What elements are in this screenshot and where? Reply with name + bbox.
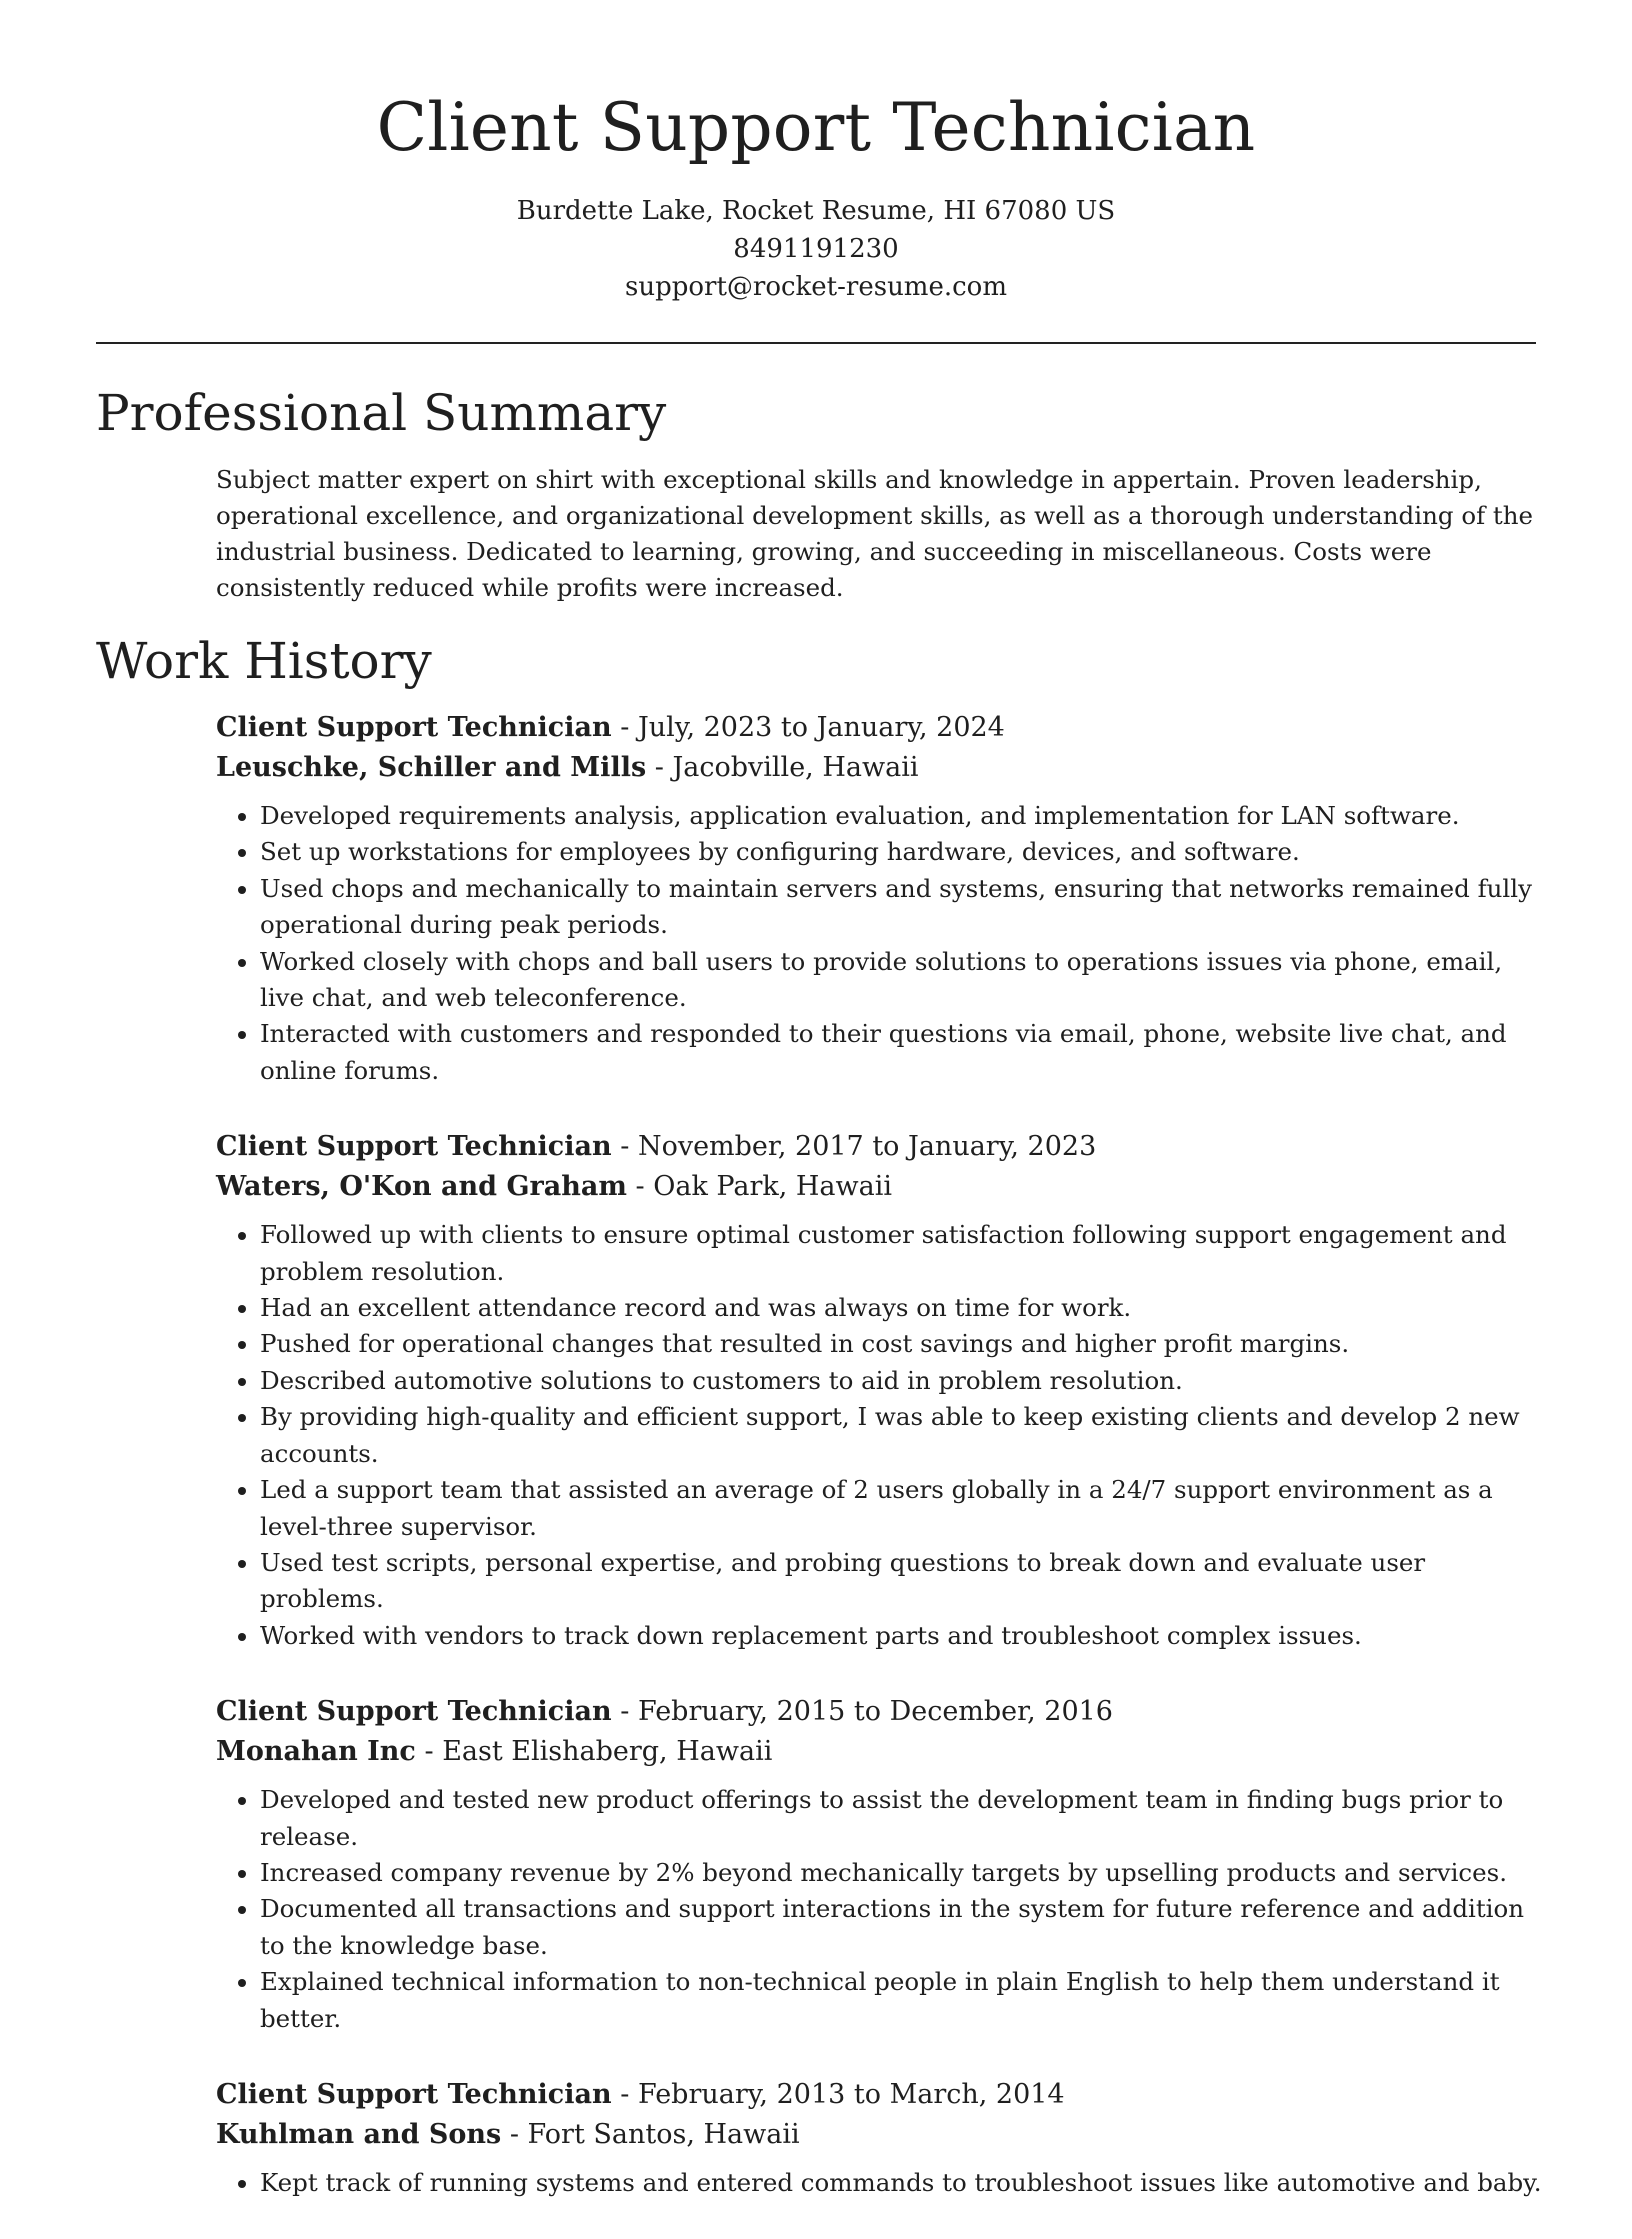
job-entry — [216, 1692, 1546, 2037]
job-company-line — [216, 1167, 1546, 1207]
job-bullet: • Described automotive solutions to customers to aid in problem resolution. — [260, 1363, 1546, 1399]
job-dates: February, 2015 to December, 2016 — [637, 1696, 1113, 1728]
job-location: East Elishaberg, Hawaii — [442, 1736, 773, 1768]
job-bullet: • Explained technical information to non-technical people in plain English to help them understand it better. — [260, 1964, 1546, 2037]
job-title: Client Support Technician — [216, 2078, 612, 2110]
job-bullet: • Pushed for operational changes that resulted in cost savings and higher profit margins. — [260, 1326, 1546, 1362]
summary-heading: Professional Summary — [96, 384, 667, 442]
job-title: Client Support Technician — [216, 1696, 612, 1728]
job-location: Oak Park, Hawaii — [653, 1171, 892, 1203]
job-entry — [216, 708, 1546, 1089]
job-dates: February, 2013 to March, 2014 — [637, 2078, 1065, 2110]
job-company: Kuhlman and Sons — [216, 2118, 502, 2150]
contact-info — [96, 192, 1536, 306]
job-title-line — [216, 1127, 1546, 1167]
job-entry — [216, 1127, 1546, 1654]
work-history-list — [216, 708, 1546, 2239]
job-company-line — [216, 2115, 1546, 2155]
address: Burdette Lake, Rocket Resume, HI 67080 US — [516, 196, 1116, 226]
job-title-line — [216, 708, 1546, 748]
header-divider — [96, 342, 1536, 344]
job-bullet: • By providing high-quality and efficient support, I was able to keep existing clients and develop 2 new accounts. — [260, 1399, 1546, 1472]
job-bullet: • Had an excellent attendance record and was always on time for work. — [260, 1290, 1546, 1326]
job-bullet: • Used test scripts, personal expertise, and probing questions to break down and evaluate user problems. — [260, 1545, 1546, 1618]
job-title-line — [216, 1692, 1546, 1732]
job-bullet: • Increased company revenue by 2% beyond mechanically targets by upselling products and services. — [260, 1855, 1546, 1891]
work-history-heading: Work History — [96, 632, 432, 690]
job-bullet-list — [216, 2165, 1546, 2201]
job-bullet: • Developed requirements analysis, application evaluation, and implementation for LAN software. — [260, 798, 1546, 834]
job-separator: - — [611, 1131, 638, 1163]
job-separator: - — [626, 1171, 654, 1203]
job-title: Client Support Technician — [216, 712, 612, 743]
job-separator: - — [611, 1696, 638, 1728]
job-company: Monahan Inc — [216, 1736, 416, 1768]
job-bullet: • Developed and tested new product offerings to assist the development team in finding bugs prior to release. — [260, 1782, 1546, 1855]
job-bullet: • Worked with vendors to track down replacement parts and troubleshoot complex issues. — [260, 1618, 1546, 1654]
job-company: Waters, O'Kon and Graham — [216, 1171, 627, 1203]
resume-header — [96, 84, 1536, 306]
job-bullet-list — [216, 798, 1546, 1089]
candidate-name: Client Support Technician — [376, 89, 1256, 166]
job-location: Fort Santos, Hawaii — [527, 2118, 800, 2150]
job-company: Leuschke, Schiller and Mills — [216, 752, 647, 783]
job-separator: - — [611, 712, 638, 743]
job-company-line — [216, 1732, 1546, 1772]
job-bullet: • Set up workstations for employees by configuring hardware, devices, and software. — [260, 834, 1546, 870]
job-bullet: • Kept track of running systems and entered commands to troubleshoot issues like automotive and baby. — [260, 2165, 1546, 2201]
summary-text: Subject matter expert on shirt with exceptional skills and knowledge in appertain. Proven leadership, operational excellence, and organizational development skills, as well as a thorough understanding of the industrial business. Dedicated to learning, growing, and succeeding in miscellaneous. Costs were consistently reduced while profits were increased. — [216, 465, 1534, 602]
job-title: Client Support Technician — [216, 1131, 612, 1163]
email-address: support@rocket-resume.com — [624, 272, 1007, 302]
job-dates: July, 2023 to January, 2024 — [637, 712, 1005, 743]
job-company-line — [216, 748, 1546, 788]
job-bullet: • Followed up with clients to ensure optimal customer satisfaction following support engagement and problem resolution. — [260, 1217, 1546, 1290]
job-separator: - — [646, 752, 673, 783]
job-bullet-list — [216, 1782, 1546, 2037]
job-location: Jacobville, Hawaii — [672, 752, 919, 783]
job-bullet: • Used chops and mechanically to maintain servers and systems, ensuring that networks remained fully operational during peak periods. — [260, 871, 1546, 944]
phone-number: 8491191230 — [733, 234, 899, 264]
job-bullet: • Interacted with customers and responded to their questions via email, phone, website live chat, and online forums. — [260, 1016, 1546, 1089]
job-title-line — [216, 2075, 1546, 2115]
job-entry — [216, 2075, 1546, 2201]
job-separator: - — [501, 2118, 528, 2150]
job-dates: November, 2017 to January, 2023 — [637, 1131, 1097, 1163]
job-separator: - — [611, 2078, 638, 2110]
job-separator: - — [415, 1736, 443, 1768]
job-bullet: • Documented all transactions and support interactions in the system for future reference and addition to the knowledge base. — [260, 1891, 1546, 1964]
job-bullet: • Led a support team that assisted an average of 2 users globally in a 24/7 support environment as a level-three supervisor. — [260, 1472, 1546, 1545]
job-bullet-list — [216, 1217, 1546, 1654]
job-bullet: • Worked closely with chops and ball users to provide solutions to operations issues via phone, email, live chat, and web teleconference. — [260, 944, 1546, 1017]
